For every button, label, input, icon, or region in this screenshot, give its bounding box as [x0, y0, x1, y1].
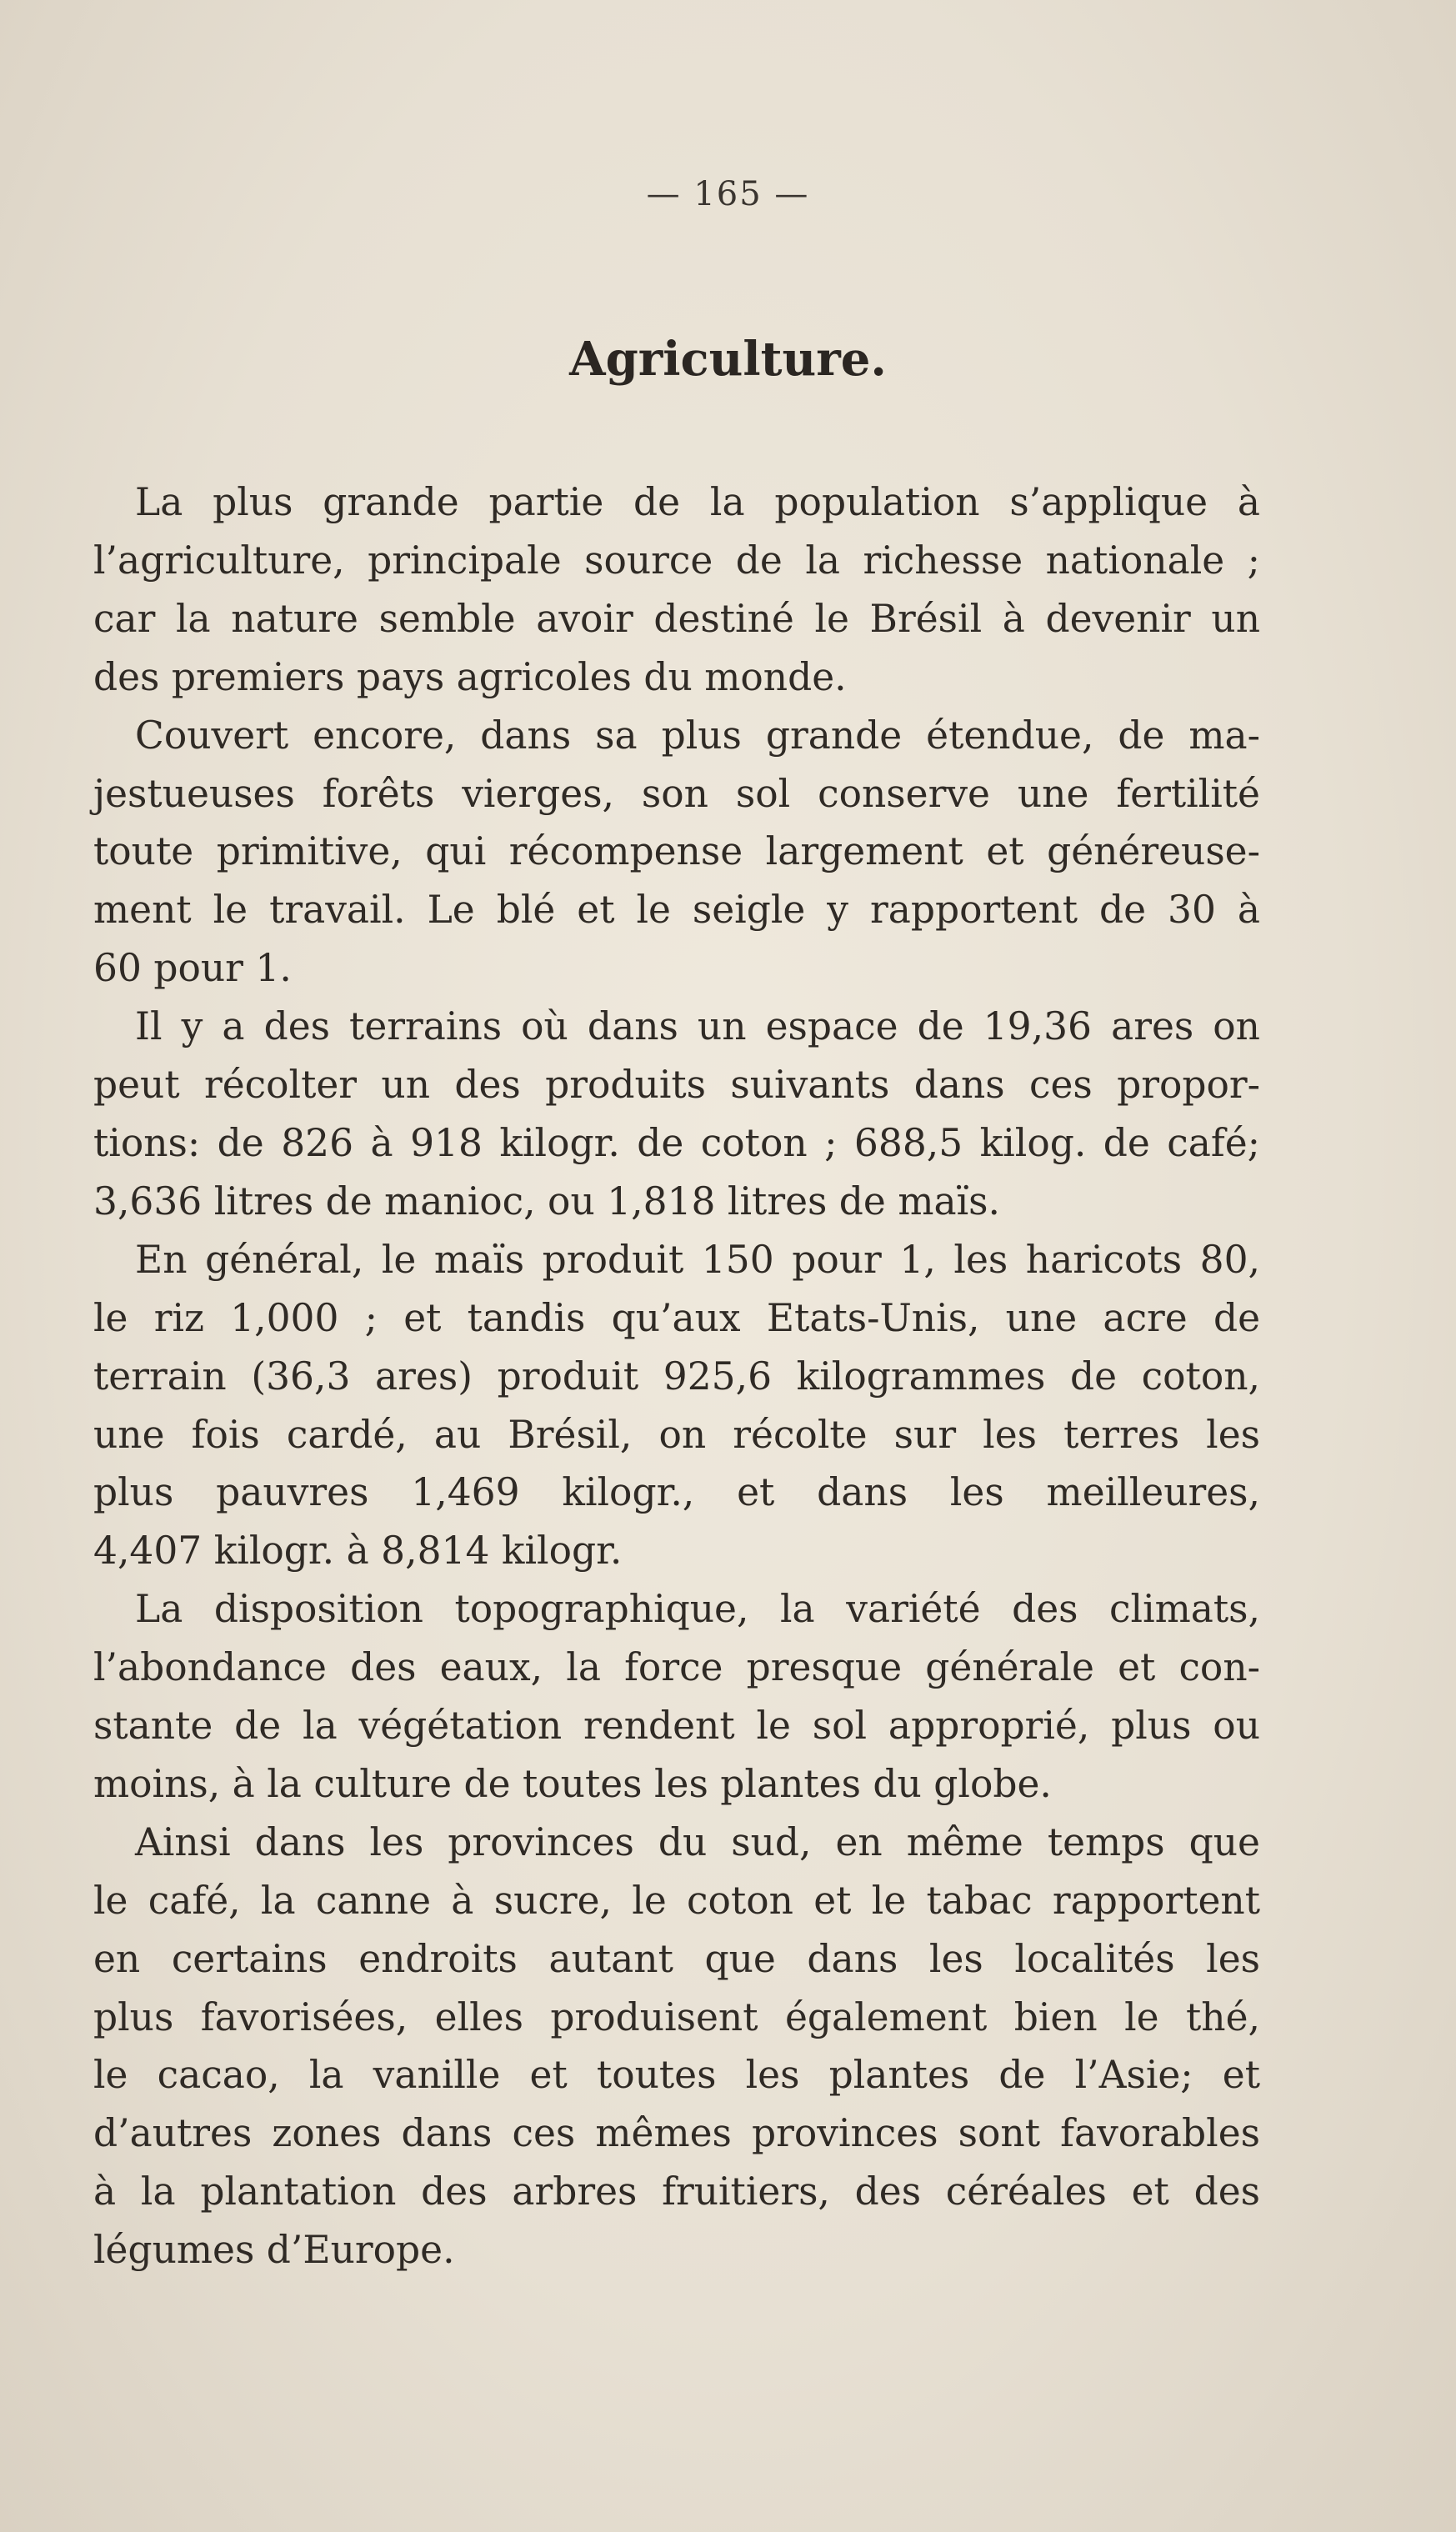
text-line: le cacao, la vanille et toutes les plantes de l’Asie; et — [93, 2053, 1260, 2098]
text-line: plus favorisées, elles produisent également bien le thé, — [93, 1994, 1260, 2039]
text-line: Couvert encore, dans sa plus grande étendue, de ma- — [135, 713, 1260, 758]
text-line: légumes d’Europe. — [93, 2228, 455, 2273]
text-line: le riz 1,000 ; et tandis qu’aux Etats-Unis, une acre de — [93, 1295, 1260, 1340]
text-line: plus pauvres 1,469 kilogr., et dans les meilleures, — [93, 1470, 1260, 1515]
text-line: en certains endroits autant que dans les localités les — [93, 1936, 1260, 1981]
text-line: une fois cardé, au Brésil, on récolte sur les terres les — [93, 1412, 1260, 1457]
text-line: Ainsi dans les provinces du sud, en même temps que — [135, 1819, 1260, 1864]
text-line: tions: de 826 à 918 kilogr. de coton ; 688,5 kilog. de café; — [93, 1120, 1260, 1165]
text-line: à la plantation des arbres fruitiers, des céréales et des — [93, 2169, 1260, 2214]
text-line: peut récolter un des produits suivants dans ces propor- — [93, 1063, 1260, 1108]
text-line: En général, le maïs produit 150 pour 1, les haricots 80, — [135, 1237, 1260, 1282]
text-line: l’abondance des eaux, la force presque générale et con- — [93, 1645, 1260, 1690]
text-line: moins, à la culture de toutes les plantes du globe. — [93, 1761, 1052, 1806]
text-line: l’agriculture, principale source de la richesse nationale ; — [93, 538, 1260, 583]
text-line: terrain (36,3 ares) produit 925,6 kilogrammes de coton, — [93, 1354, 1260, 1399]
text-line: car la nature semble avoir destiné le Brésil à devenir un — [93, 596, 1260, 641]
text-line: des premiers pays agricoles du monde. — [93, 654, 847, 699]
text-line: stante de la végétation rendent le sol approprié, plus ou — [93, 1704, 1260, 1749]
text-line: le café, la canne à sucre, le coton et le tabac rapportent — [93, 1878, 1260, 1923]
text-line: 60 pour 1. — [93, 946, 292, 991]
text-line: Il y a des terrains où dans un espace de 19,36 ares on — [135, 1004, 1260, 1049]
text-line: 4,407 kilogr. à 8,814 kilogr. — [93, 1529, 623, 1574]
page-number: — 165 — — [646, 175, 810, 213]
body-text — [93, 473, 1260, 2279]
text-line: La plus grande partie de la population s’applique à — [135, 480, 1260, 524]
text-line: d’autres zones dans ces mêmes provinces sont favorables — [93, 2111, 1260, 2156]
text-line: toute primitive, qui récompense largement et généreuse- — [93, 829, 1260, 874]
text-line: La disposition topographique, la variété des climats, — [135, 1587, 1260, 1632]
text-line: jestueuses forêts vierges, son sol conserve une fertilité — [93, 771, 1260, 816]
section-heading: Agriculture. — [569, 332, 887, 387]
text-line: ment le travail. Le blé et le seigle y rapportent de 30 à — [93, 888, 1260, 933]
text-line: 3,636 litres de manioc, ou 1,818 litres de maïs. — [93, 1178, 1000, 1223]
